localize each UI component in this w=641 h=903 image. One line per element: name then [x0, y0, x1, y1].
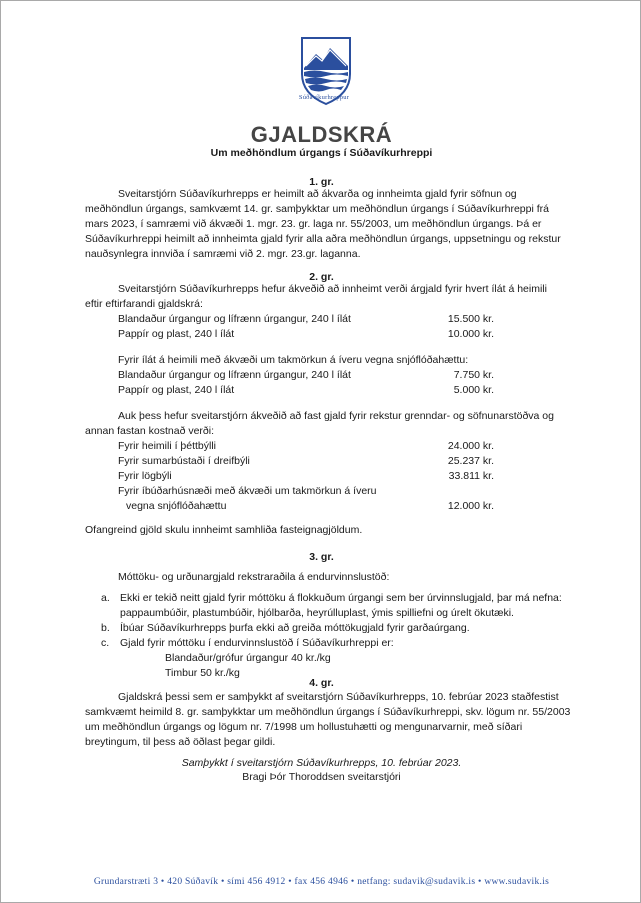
list-marker: c.: [101, 637, 110, 649]
s1-line: nauðsynlegra innviða í samræmi við 2. mgr. 23.gr. laganna.: [85, 248, 361, 260]
logo-text: Súðavíkurhreppur: [298, 94, 350, 101]
s4-line: um meðhöndlun úrgangs og lögum nr. 7/1998 um hollustuhætti og mengunarvarnir, með síðari: [85, 721, 523, 733]
footer-address: Grundarstræti 3 • 420 Súðavík • sími 456 4912 • fax 456 4946 • netfang: sudavik@sudavik.is • www.sudavik.is: [93, 877, 550, 887]
list-item-c-sub: Blandaður/grófur úrgangur 40 kr./kg: [165, 652, 331, 664]
fee-item-label: Blandaður úrgangur og lífrænn úrgangur, 240 l ílát: [118, 313, 351, 325]
fee-item-amount: 12.000 kr.: [447, 500, 494, 512]
list-marker: b.: [101, 622, 110, 634]
section-2-heading: 2. gr.: [309, 271, 334, 283]
list-item-b: Íbúar Súðavíkurhrepps þurfa ekki að greiða móttökugjald fyrir garðaúrgang.: [120, 622, 470, 634]
fee-item-amount: 10.000 kr.: [447, 328, 494, 340]
fee-item-label-cont: vegna snjóflóðahættu: [126, 500, 227, 512]
fee-item-amount: 25.237 kr.: [447, 455, 494, 467]
list-item-a-cont: pappaumbúðir, plastumbúðir, hjólbarða, heyrúlluplast, ýmis spilliefni og úrelt ökutæki.: [120, 607, 514, 619]
fee-item-amount: 7.750 kr.: [453, 369, 494, 381]
s4-line: Gjaldskrá þessi sem er samþykkt af sveitarstjórn Súðavíkurhrepps, 10. febrúar 2023 staðfestist: [118, 691, 559, 703]
page-subtitle: Um meðhöndlum úrgangs í Súðavíkurhreppi: [210, 147, 433, 159]
approval-statement: Samþykkt í sveitarstjórn Súðavíkurhrepps, 10. febrúar 2023.: [181, 757, 462, 769]
fee-item-label: Pappír og plast, 240 l ílát: [118, 328, 235, 340]
fee-item-label: Pappír og plast, 240 l ílát: [118, 384, 235, 396]
fee-item-label: Fyrir lögbýli: [118, 470, 172, 482]
s1-line: mars 2023, í samræmi við ákvæði 1. mgr. 23. gr. laga nr. 55/2003, um meðhöndlun úrgangs. Þá er: [85, 218, 542, 230]
s2-intro-line: Sveitarstjórn Súðavíkurhrepps hefur ákveðið að innheimt verði árgjald fyrir hvert ílát á heimili: [118, 283, 547, 295]
fee-item-label: Blandaður úrgangur og lífrænn úrgangur, 240 l ílát: [118, 369, 351, 381]
section-3-heading: 3. gr.: [309, 551, 334, 563]
avalanche-intro: Fyrir ílát á heimili með ákvæði um takmörkun á íveru vegna snjóflóðahættu:: [118, 354, 469, 366]
fee-item-label: Fyrir sumarbústaði í dreifbýli: [118, 455, 250, 467]
section-1-heading: 1. gr.: [309, 176, 334, 188]
fixed-intro-line: annan fastan kostnað verði:: [85, 425, 215, 437]
list-item-c: Gjald fyrir móttöku í endurvinnslustöð í Súðavíkurhreppi er:: [120, 637, 394, 649]
section-4-heading: 4. gr.: [309, 677, 334, 689]
fixed-intro-line: Auk þess hefur sveitarstjórn ákveðið að fast gjald fyrir rekstur grenndar- og söfnunarstöðva og: [118, 410, 554, 422]
signature: Bragi Þór Thoroddsen sveitarstjóri: [242, 771, 401, 783]
fee-item-label: Fyrir íbúðarhúsnæði með ákvæði um takmörkun á íveru: [118, 485, 377, 497]
fee-item-label: Fyrir heimili í þéttbýlli: [118, 440, 217, 452]
list-marker: a.: [101, 592, 110, 604]
list-item-a: Ekki er tekið neitt gjald fyrir móttöku á flokkuðum úrgangi sem ber úrvinnslugjald, þar má nefna:: [120, 592, 562, 604]
s1-line: Sveitarstjórn Súðavíkurhrepps er heimilt að ákvarða og innheimta gjald fyrir söfnun og: [118, 188, 517, 200]
s2-closing: Ofangreind gjöld skulu innheimt samhliða fasteignagjöldum.: [85, 524, 363, 536]
s1-line: meðhöndlun úrgangs, samkvæmt 14. gr. samþykktar um meðhöndlun úrgangs í Súðavíkurhreppi frá: [85, 203, 549, 215]
fee-item-amount: 24.000 kr.: [447, 440, 494, 452]
s3-intro: Móttöku- og urðunargjald rekstraraðila á endurvinnslustöð:: [118, 571, 390, 583]
fee-item-amount: 15.500 kr.: [447, 313, 494, 325]
page-title: GJALDSKRÁ: [250, 122, 393, 147]
s2-intro-line: eftir eftirfarandi gjaldskrá:: [85, 298, 203, 310]
s4-line: breytingum, til þess að öðlast þegar gildi.: [85, 736, 276, 748]
list-item-c-sub: Timbur 50 kr./kg: [165, 667, 240, 679]
fee-item-amount: 33.811 kr.: [448, 470, 494, 482]
s1-line: Súðavíkurhreppi heimilt að innheimta gjald fyrir alla aðra meðhöndlun úrgangs, uppsetningu og rekstur: [85, 233, 561, 245]
s4-line: samkvæmt heimild 8. gr. samþykktar um meðhöndlun úrgangs í Súðavíkurhreppi, skv. lögum nr. 55/2003: [85, 706, 571, 718]
fee-item-amount: 5.000 kr.: [453, 384, 494, 396]
